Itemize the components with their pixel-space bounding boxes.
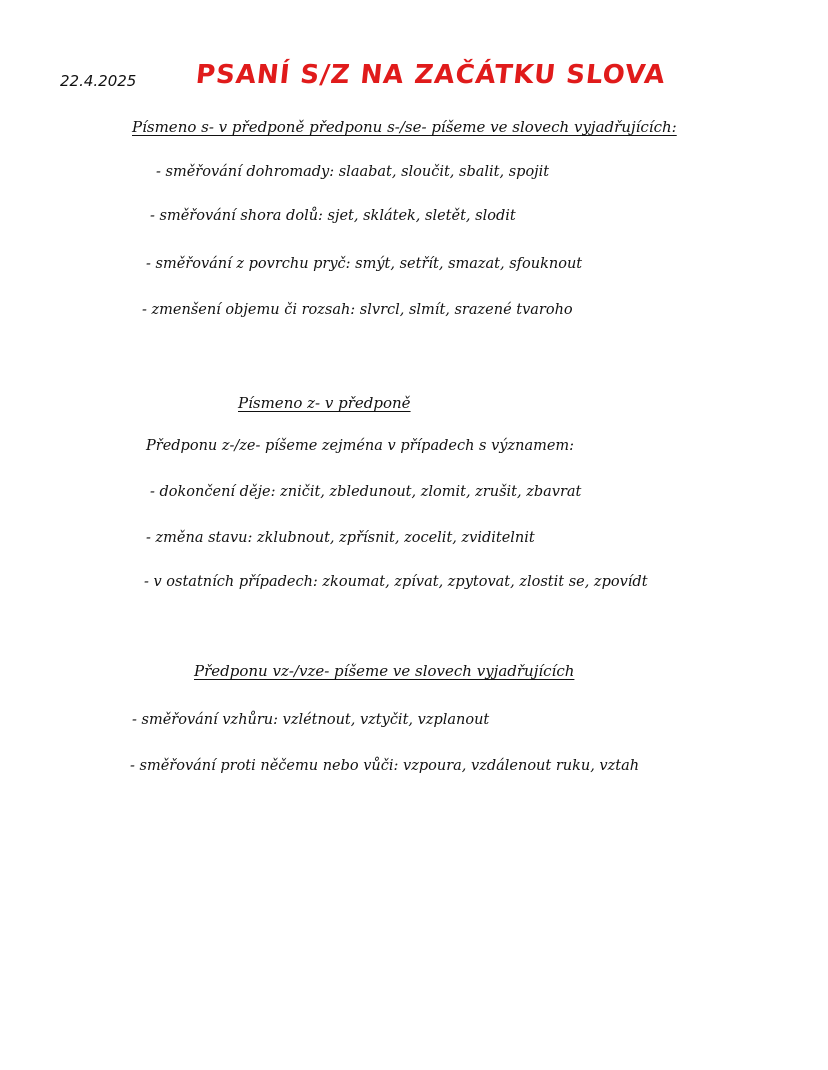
section-1-item-3: - směřování z povrchu pryč: smýt, setřít, smazat, sfouknout bbox=[146, 256, 583, 272]
section-2-item-3: - v ostatních případech: zkoumat, zpívat, zpytovat, zlostit se, zpovídt bbox=[144, 574, 648, 590]
section-2-item-2: - změna stavu: zklubnout, zpřísnit, zocelit, zviditelnit bbox=[146, 530, 535, 546]
section-3-item-1: - směřování vzhůru: vzlétnout, vztyčit, vzplanout bbox=[132, 712, 490, 728]
section-3-item-2: - směřování proti něčemu nebo vůči: vzpoura, vzdálenout ruku, vztah bbox=[130, 758, 640, 774]
section-1-item-1: - směřování dohromady: slaabat, sloučit, sbalit, spojit bbox=[156, 164, 550, 180]
section-3-heading: Předponu vz-/vze- píšeme ve slovech vyjadřujících bbox=[194, 662, 575, 680]
section-1-item-2: - směřování shora dolů: sjet, sklátek, sletět, slodit bbox=[150, 208, 516, 224]
section-1-heading: Písmeno s- v předponě předponu s-/se- píšeme ve slovech vyjadřujících: bbox=[132, 118, 677, 136]
section-2-item-1: - dokončení děje: zničit, zbledunout, zlomit, zrušit, zbavrat bbox=[150, 484, 582, 500]
note-date: 22.4.2025 bbox=[60, 72, 137, 90]
section-2-intro: Předponu z-/ze- píšeme zejména v případech s významem: bbox=[146, 438, 575, 454]
section-1-item-4: - zmenšení objemu či rozsah: slvrcl, slmít, srazené tvaroho bbox=[142, 302, 573, 318]
note-title: PSANÍ S/Z NA ZAČÁTKU SLOVA bbox=[194, 60, 668, 90]
section-2-heading: Písmeno z- v předponě bbox=[238, 394, 411, 412]
